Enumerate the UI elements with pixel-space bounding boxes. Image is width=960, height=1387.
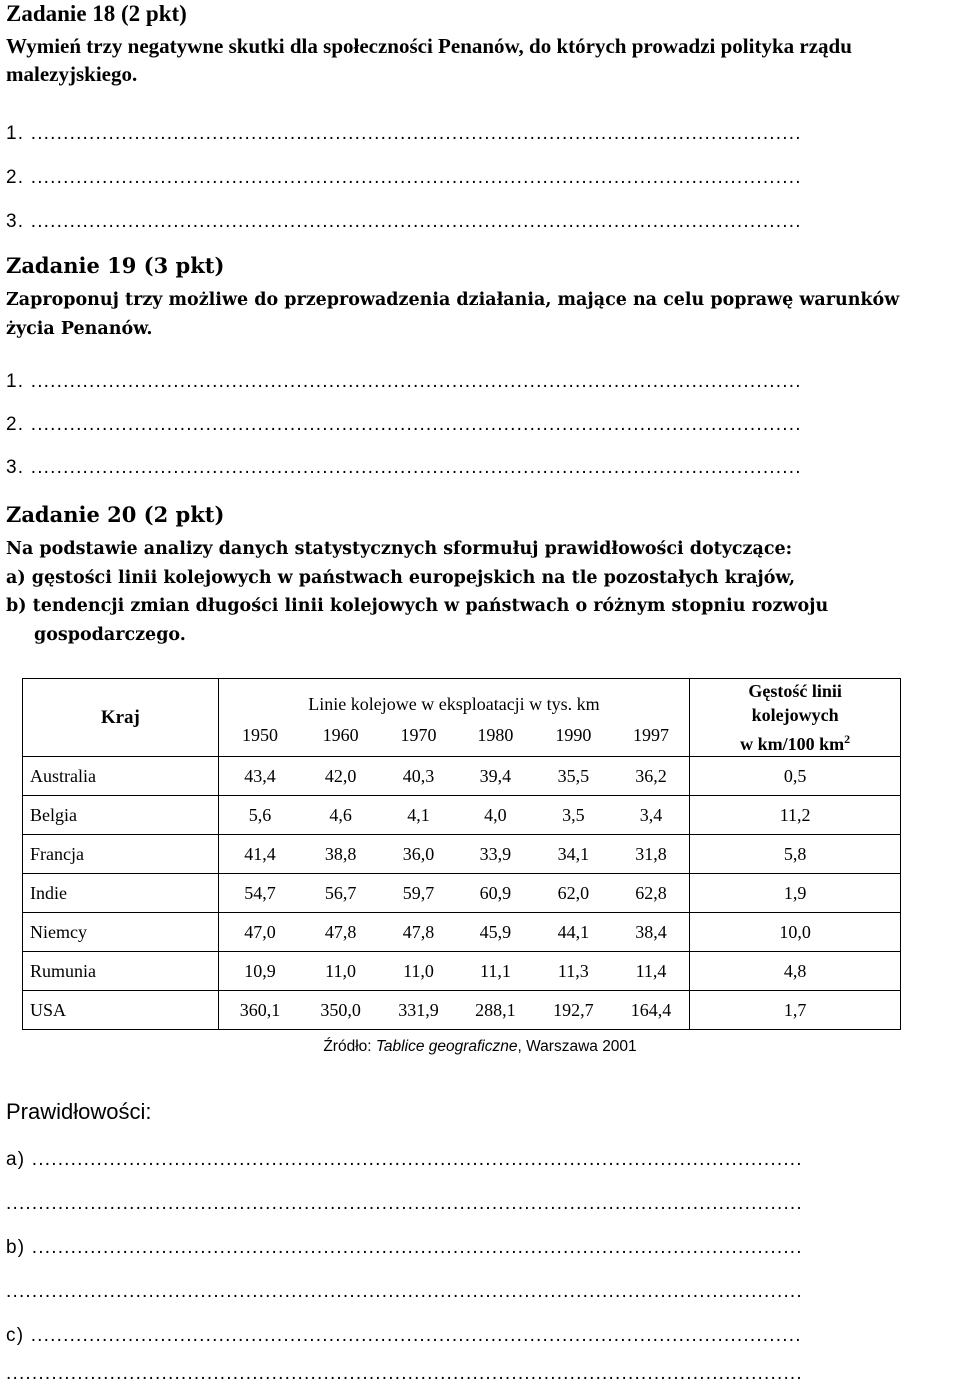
task-20-item-b: b) tendencji zmian długości linii kolejowych w państwach o różnym stopniu rozwoju [6,596,829,616]
cell-length: 331,9 [380,991,457,1030]
year-header: 1997 [613,715,690,756]
header-group: Linie kolejowe w eksploatacji w tys. km [218,679,689,716]
cell-length: 38,8 [301,835,380,874]
cell-length: 4,1 [380,796,457,835]
table-row [23,757,901,796]
cell-length: 11,1 [457,952,534,991]
cell-length: 34,1 [534,835,613,874]
year-header: 1980 [477,725,514,746]
cell-length: 36,2 [613,757,690,796]
cell-density: 10,0 [690,913,901,952]
table-row [23,796,901,835]
cell-length: 164,4 [613,991,690,1030]
table-row [23,991,901,1030]
cell-length: 59,7 [380,874,457,913]
header-density-line2: kolejowych [751,705,839,725]
cell-length: 44,1 [534,913,613,952]
cell-length: 11,0 [301,952,380,991]
table-row [23,835,901,874]
cell-length: 5,6 [218,796,301,835]
source-title: Tablice geograficzne [375,1038,518,1055]
regularity-a-line-1[interactable]: a) ....................................................................................................................... [6,1149,803,1170]
cell-length: 3,5 [534,796,613,835]
task-19-question: Zaproponuj trzy możliwe do przeprowadzenia działania, mające na celu poprawę warunków życia Penanów. [6,290,900,339]
task-18-answer-1[interactable]: 1. ....................................................................................................................... [6,123,802,144]
cell-density: 11,2 [690,796,901,835]
source-rest: , Warszawa 2001 [517,1038,637,1055]
cell-length: 288,1 [457,991,534,1030]
cell-length: 40,3 [380,757,457,796]
regularity-b-line-2[interactable]: ........................................................................................................................... [6,1281,803,1302]
regularity-a-line-2[interactable]: ........................................................................................................................... [6,1193,803,1214]
regularity-c-line-2[interactable]: ........................................................................................................................... [6,1363,803,1384]
year-header: 1990 [555,725,592,746]
table-row [23,913,901,952]
table-body [23,757,901,1030]
header-density-line1: Gęstość linii [748,681,842,701]
cell-length: 11,4 [613,952,690,991]
cell-length: 45,9 [457,913,534,952]
cell-country: USA [23,991,219,1030]
cell-length: 39,4 [457,757,534,796]
task-20-item-a: a) gęstości linii kolejowych w państwach europejskich na tle pozostałych krajów, [6,568,796,588]
railway-table [22,678,901,1030]
cell-length: 47,0 [218,913,301,952]
cell-length: 11,3 [534,952,613,991]
cell-length: 62,8 [613,874,690,913]
table-source [0,1038,960,1056]
regularity-b-line-1[interactable]: b) ....................................................................................................................... [6,1237,803,1258]
header-country: Kraj [23,679,219,757]
task-19-answer-2[interactable]: 2. ....................................................................................................................... [6,414,802,435]
header-density-unit: w km/100 km [740,734,845,754]
cell-density: 1,9 [690,874,901,913]
cell-country: Indie [23,874,219,913]
source-label: Źródło: [323,1038,376,1055]
task-20-question: Na podstawie analizy danych statystycznych sformułuj prawidłowości dotyczące: [6,539,793,559]
cell-length: 36,0 [380,835,457,874]
task-20-item-b-cont: gospodarczego. [34,625,186,645]
cell-length: 43,4 [218,757,301,796]
cell-length: 60,9 [457,874,534,913]
year-header: 1950 [241,725,278,746]
cell-length: 350,0 [301,991,380,1030]
cell-density: 5,8 [690,835,901,874]
cell-length: 38,4 [613,913,690,952]
cell-density: 0,5 [690,757,901,796]
cell-length: 42,0 [301,757,380,796]
cell-country: Rumunia [23,952,219,991]
cell-length: 31,8 [613,835,690,874]
task-18-answer-2[interactable]: 2. ....................................................................................................................... [6,167,802,188]
cell-density: 1,7 [690,991,901,1030]
cell-length: 47,8 [380,913,457,952]
cell-length: 11,0 [380,952,457,991]
cell-length: 10,9 [218,952,301,991]
task-18-answer-3[interactable]: 3. ....................................................................................................................... [6,211,802,232]
header-density-sup: 2 [844,732,851,746]
cell-length: 41,4 [218,835,301,874]
task-19-answer-1[interactable]: 1. ....................................................................................................................... [6,371,802,392]
cell-length: 56,7 [301,874,380,913]
cell-density: 4,8 [690,952,901,991]
task-18-title: Zadanie 18 (2 pkt) [6,1,187,26]
cell-length: 47,8 [301,913,380,952]
cell-country: Francja [23,835,219,874]
cell-length: 3,4 [613,796,690,835]
task-19-answer-3[interactable]: 3. ....................................................................................................................... [6,457,802,478]
task-19-title: Zadanie 19 (3 pkt) [6,253,225,278]
cell-length: 54,7 [218,874,301,913]
cell-length: 4,0 [457,796,534,835]
regularities-label: Prawidłowości: [6,1099,152,1124]
cell-length: 33,9 [457,835,534,874]
cell-country: Belgia [23,796,219,835]
task-20-title: Zadanie 20 (2 pkt) [6,502,225,527]
year-header: 1960 [322,725,359,746]
cell-length: 360,1 [218,991,301,1030]
cell-length: 192,7 [534,991,613,1030]
header-density [690,679,901,757]
cell-length: 4,6 [301,796,380,835]
cell-length: 35,5 [534,757,613,796]
year-header: 1970 [400,725,437,746]
cell-length: 62,0 [534,874,613,913]
table-row [23,874,901,913]
task-18-question: Wymień trzy negatywne skutki dla społeczności Penanów, do których prowadzi polityka rządu malezyjskiego. [6,34,852,86]
header-density-line3 [690,727,900,756]
table-row [23,952,901,991]
cell-country: Australia [23,757,219,796]
cell-country: Niemcy [23,913,219,952]
regularity-c-line-1[interactable]: c) ....................................................................................................................... [6,1325,802,1346]
